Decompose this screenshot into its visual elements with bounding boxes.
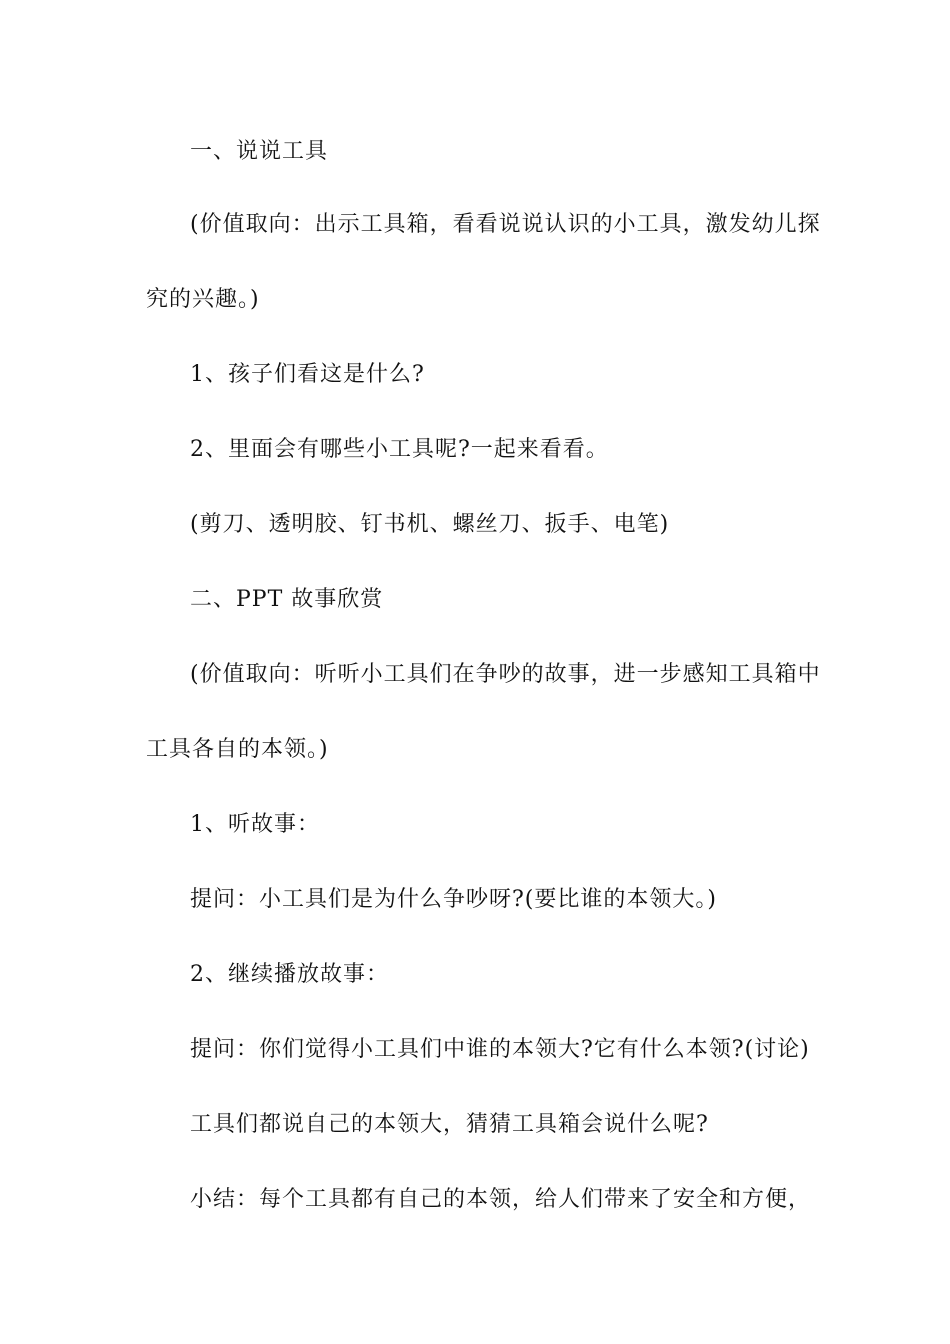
step-continue-story: 2、继续播放故事： — [190, 962, 389, 987]
value-orientation-paragraph-1-line-2: 究的兴趣。) — [146, 287, 260, 312]
value-orientation-paragraph-2-line-1: (价值取向：听听小工具们在争吵的故事，进一步感知工具箱中 — [190, 662, 821, 687]
question-whose-skill: 提问：你们觉得小工具们中谁的本领大?它有什么本领?(讨论) — [190, 1037, 810, 1062]
question-item-1: 1、孩子们看这是什么? — [190, 362, 425, 387]
question-item-2: 2、里面会有哪些小工具呢?一起来看看。 — [190, 437, 609, 462]
section-heading-talk-tools: 一、说说工具 — [190, 139, 329, 164]
toolbox-question: 工具们都说自己的本领大，猜猜工具箱会说什么呢? — [190, 1112, 709, 1137]
summary-line: 小结：每个工具都有自己的本领，给人们带来了安全和方便， — [190, 1187, 812, 1212]
tools-list: (剪刀、透明胶、钉书机、螺丝刀、扳手、电笔) — [190, 512, 670, 537]
question-why-argue: 提问：小工具们是为什么争吵呀?(要比谁的本领大。) — [190, 887, 717, 912]
step-listen-story: 1、听故事： — [190, 812, 320, 837]
value-orientation-paragraph-2-line-2: 工具各自的本领。) — [146, 737, 329, 762]
section-heading-ppt-story: 二、PPT 故事欣赏 — [190, 587, 384, 612]
value-orientation-paragraph-1-line-1: (价值取向：出示工具箱，看看说说认识的小工具，激发幼儿探 — [190, 212, 821, 237]
